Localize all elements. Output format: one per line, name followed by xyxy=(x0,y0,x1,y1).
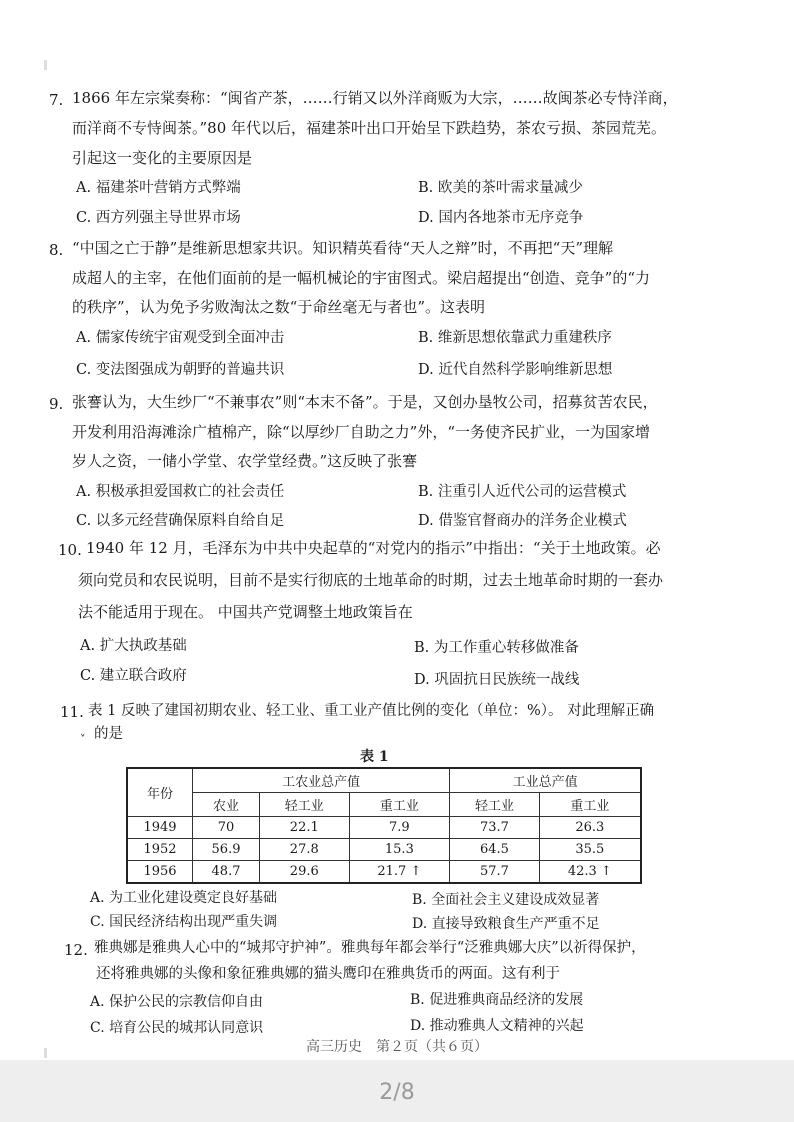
question-text-line: 岁人之资，一储小学堂、农学堂经费。”这反映了张謇 xyxy=(72,452,418,470)
option-d: D. 近代自然科学影响维新思想 xyxy=(418,362,613,378)
option-b: B. 促进雅典商品经济的发展 xyxy=(410,992,584,1008)
page-footer: 高三历史 第２页（共６页） xyxy=(306,1039,488,1055)
table-header-group: 工农业总产值 xyxy=(193,768,450,792)
table-cell: 15.3 xyxy=(349,838,450,860)
page-indicator: 2/8 xyxy=(379,1080,415,1105)
option-d: D. 国内各地茶市无序竞争 xyxy=(418,210,584,226)
table-cell: 42.3 ↑ xyxy=(539,860,641,883)
data-table xyxy=(126,767,642,884)
option-c: C. 建立联合政府 xyxy=(80,668,187,684)
option-c: C. 西方列强主导世界市场 xyxy=(76,210,241,226)
question-text-line: 成超人的主宰，在他们面前的是一幅机械论的宇宙图式。梁启超提出“创造、竞争”的“力 xyxy=(72,269,651,287)
option-c: C. 变法图强成为朝野的普遍共识 xyxy=(76,362,285,378)
question-number: 7. xyxy=(49,91,64,109)
table-caption: 表 1 xyxy=(360,749,389,765)
option-a: A. 儒家传统宇宙观受到全面冲击 xyxy=(76,330,285,346)
option-b: B. 维新思想依靠武力重建秩序 xyxy=(418,330,612,346)
question-text-line: 还将雅典娜的头像和象征雅典娜的猫头鹰印在雅典货币的两面。这有利于 xyxy=(96,966,560,982)
question-number: 8. xyxy=(49,241,64,259)
question-text-line: 张謇认为，大生纱厂“不兼事农”则“本末不备”。于是，又创办垦牧公司，招募贫苦农民， xyxy=(72,393,658,411)
option-c: C. 国民经济结构出现严重失调 xyxy=(90,914,278,930)
question-text-line: 1940 年 12 月，毛泽东为中共中央起草的“对党内的指示”中指出：“关于土地政策。必 xyxy=(86,539,661,557)
table-cell: 22.1 xyxy=(260,816,350,838)
table-header-group: 工业总产值 xyxy=(450,768,641,792)
table-header-year: 年份 xyxy=(127,768,193,816)
table-cell: 21.7 ↑ xyxy=(349,860,450,883)
table-cell: 29.6 xyxy=(260,860,350,883)
question-text-line: 开发利用沿海滩涂广植棉产，除“以厚纱厂自助之力”外，“一务使齐民扩业，一为国家增 xyxy=(72,423,651,441)
table-cell: 48.7 xyxy=(193,860,260,883)
question-text-line: 的是 xyxy=(94,726,123,742)
question-text-line: 引起这一变化的主要原因是 xyxy=(72,149,253,167)
table-row xyxy=(127,860,641,883)
table-row xyxy=(127,816,641,838)
option-a: A. 为工业化建设奠定良好基础 xyxy=(90,890,278,906)
table-cell: 64.5 xyxy=(450,838,540,860)
question-number: 10. xyxy=(58,541,82,559)
table-subheader: 轻工业 xyxy=(450,792,540,816)
table-cell: 73.7 xyxy=(450,816,540,838)
option-d: D. 推动雅典人文精神的兴起 xyxy=(410,1018,584,1034)
option-d: D. 巩固抗日民族统一战线 xyxy=(414,672,580,688)
question-text-line: “中国之亡于静”是维新思想家共识。知识精英看待“天人之辩”时，不再把“天”理解 xyxy=(72,239,614,257)
question-text-line: 的秩序”，认为免予劣败淘汰之数“于命丝毫无与者也”。这表明 xyxy=(72,298,486,316)
table-subheader: 农业 xyxy=(193,792,260,816)
option-b: B. 全面社会主义建设成效显著 xyxy=(412,892,600,908)
table-cell: 56.9 xyxy=(193,838,260,860)
option-a: A. 福建茶叶营销方式弊端 xyxy=(76,180,241,196)
table-cell: 70 xyxy=(193,816,260,838)
table-cell: 1956 xyxy=(127,860,193,883)
option-d: D. 直接导致粮食生产严重不足 xyxy=(412,916,600,932)
table-subheader: 重工业 xyxy=(539,792,641,816)
question-text-line: 表 1 反映了建国初期农业、轻工业、重工业产值比例的变化（单位：%）。 对此理解正确 xyxy=(88,703,655,719)
table-subheader: 轻工业 xyxy=(260,792,350,816)
table-subheader: 重工业 xyxy=(349,792,450,816)
option-b: B. 注重引人近代公司的运营模式 xyxy=(418,484,627,500)
question-text-line: 而洋商不专恃闽茶。”80 年代以后，福建茶叶出口开始呈下跌趋势，茶农亏损、茶园荒芜。 xyxy=(72,119,667,137)
table-row xyxy=(127,838,641,860)
option-b: B. 欧美的茶叶需求量减少 xyxy=(418,180,583,196)
question-number: 9. xyxy=(49,395,64,413)
question-number: 12. xyxy=(64,941,88,959)
table-cell: 1952 xyxy=(127,838,193,860)
table-cell: 35.5 xyxy=(539,838,641,860)
table-cell: 27.8 xyxy=(260,838,350,860)
option-b: B. 为工作重心转移做准备 xyxy=(414,640,579,656)
option-a: A. 保护公民的宗教信仰自由 xyxy=(90,994,264,1010)
option-c: C. 以多元经营确保原料自给自足 xyxy=(76,513,285,529)
scan-mark xyxy=(44,60,47,70)
question-text-line: 法不能适用于现在。 中国共产党调整土地政策旨在 xyxy=(78,603,413,621)
question-number: 11. xyxy=(60,703,84,721)
table-cell: 57.7 xyxy=(450,860,540,883)
table-cell: 7.9 xyxy=(349,816,450,838)
table-cell: 1949 xyxy=(127,816,193,838)
option-a: A. 积极承担爱国救亡的社会责任 xyxy=(76,484,285,500)
option-d: D. 借鉴官督商办的洋务企业模式 xyxy=(418,513,627,529)
question-text-line: 1866 年左宗棠奏称：“闽省产茶，……行销又以外洋商贩为大宗，……故闽茶必专恃洋商， xyxy=(72,89,678,107)
option-c: C. 培育公民的城邦认同意识 xyxy=(90,1020,264,1036)
table-cell: 26.3 xyxy=(539,816,641,838)
pen-mark: ˅ xyxy=(80,733,86,746)
question-text-line: 须向党员和农民说明，目前不是实行彻底的土地革命的时期，过去土地革命时期的一套办 xyxy=(78,571,664,589)
question-text-line: 雅典娜是雅典人心中的“城邦守护神”。雅典每年都会举行“泛雅典娜大庆”以祈得保护， xyxy=(94,940,646,956)
option-a: A. 扩大执政基础 xyxy=(80,638,187,654)
